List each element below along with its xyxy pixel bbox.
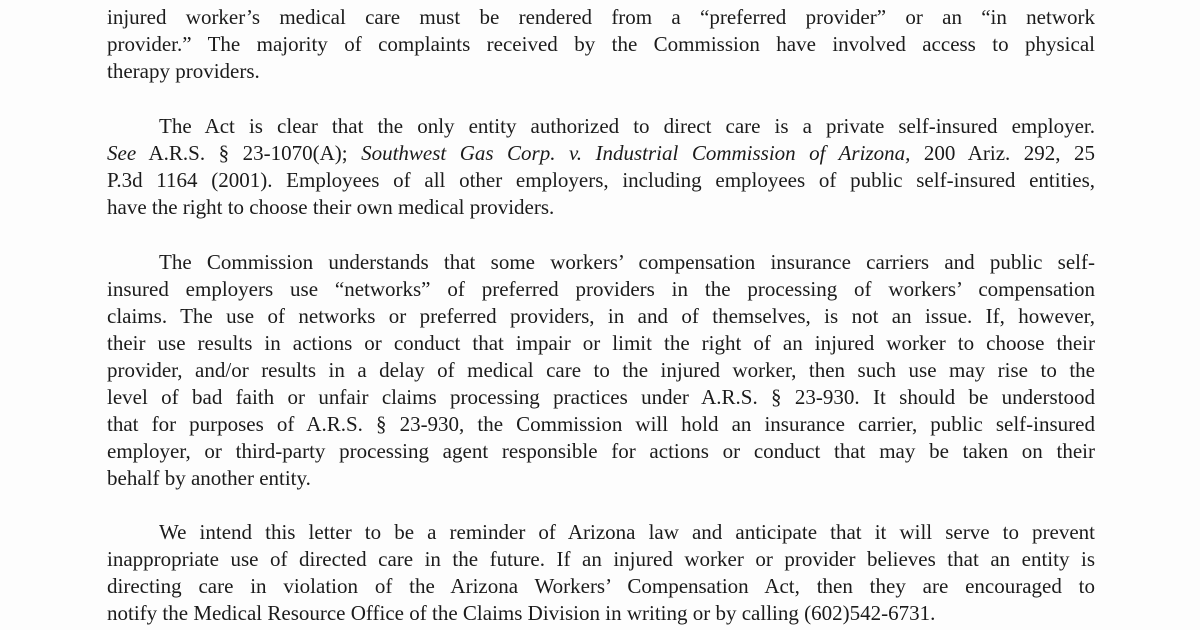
paragraph-reminder bbox=[107, 519, 1095, 627]
statute-citation: A.R.S. § 23-1070(A); bbox=[136, 141, 362, 165]
text-line: behalf by another entity. bbox=[107, 466, 311, 490]
text-line: P.3d 1164 (2001). Employees of all other employers, including employees of public self-insured entities, bbox=[107, 168, 1095, 192]
case-name: Southwest Gas Corp. v. Industrial Commission of Arizona, bbox=[361, 141, 911, 165]
citation-signal: See bbox=[107, 141, 137, 165]
citation-line bbox=[107, 140, 1095, 167]
reporter-citation: 200 Ariz. 292, 25 bbox=[910, 141, 1096, 165]
text-line: level of bad faith or unfair claims processing practices under A.R.S. § 23-930. It should be understood bbox=[107, 385, 1095, 409]
text-line: claims. The use of networks or preferred providers, in and of themselves, is not an issue. If, however, bbox=[107, 304, 1095, 328]
text-line: their use results in actions or conduct that impair or limit the right of an injured worker to choose their bbox=[107, 331, 1095, 355]
paragraph-networks bbox=[107, 249, 1095, 492]
text-line: employer, or third-party processing agent responsible for actions or conduct that may be taken on their bbox=[107, 439, 1095, 463]
text-line: notify the Medical Resource Office of the Claims Division in writing or by calling (602)542-6731. bbox=[107, 601, 936, 625]
text-line: injured worker’s medical care must be rendered from a “preferred provider” or an “in network bbox=[107, 5, 1095, 29]
text-line: insured employers use “networks” of preferred providers in the processing of workers’ compensation bbox=[107, 277, 1095, 301]
text-line: that for purposes of A.R.S. § 23-930, the Commission will hold an insurance carrier, public self-insured bbox=[107, 412, 1095, 436]
text-line: We intend this letter to be a reminder of Arizona law and anticipate that it will serve to prevent bbox=[159, 520, 1095, 544]
text-line: The Act is clear that the only entity authorized to direct care is a private self-insured employer. bbox=[159, 114, 1095, 138]
text-line: therapy providers. bbox=[107, 59, 260, 83]
paragraph-preferred-provider bbox=[107, 4, 1095, 85]
text-line: directing care in violation of the Arizona Workers’ Compensation Act, then they are encouraged to bbox=[107, 574, 1095, 598]
text-line: The Commission understands that some workers’ compensation insurance carriers and public self- bbox=[159, 250, 1095, 274]
text-line: inappropriate use of directed care in the future. If an injured worker or provider believes that an entity is bbox=[107, 547, 1095, 571]
text-line: provider, and/or results in a delay of medical care to the injured worker, then such use may rise to the bbox=[107, 358, 1095, 382]
text-line: have the right to choose their own medical providers. bbox=[107, 195, 555, 219]
paragraph-act-direct-care bbox=[107, 113, 1095, 221]
text-line: provider.” The majority of complaints received by the Commission have involved access to physical bbox=[107, 32, 1095, 56]
